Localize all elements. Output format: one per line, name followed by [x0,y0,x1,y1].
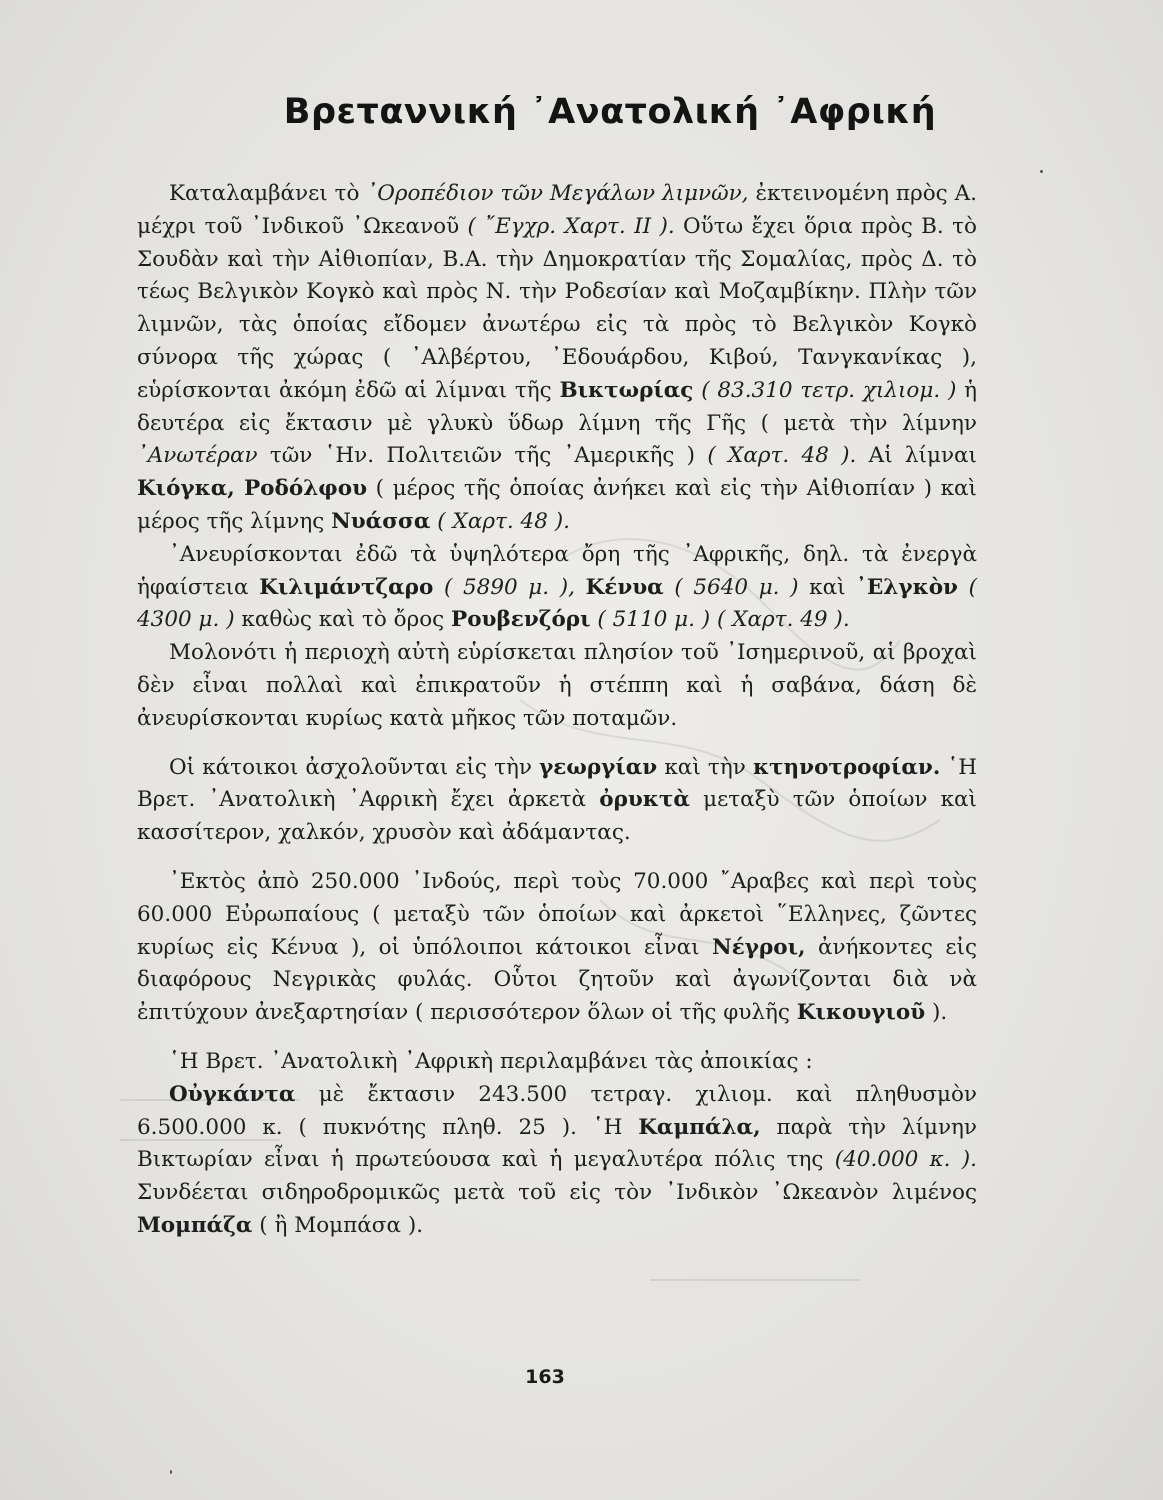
paragraph-climate [137,637,977,735]
text-run: ἡ δευτέρα εἰς ἔκτασιν μὲ γλυκὺ ὕδωρ λίμνη τῆς Γῆς ( μετὰ τὴν λίμνην [137,377,977,436]
text-run [433,575,444,600]
bold-term: ᾿Ελγκὸν [856,574,958,600]
italic-reference: (40.000 κ. ). [834,1147,977,1173]
text-run: μεταξὺ τῶν ὁποίων καὶ κασσίτερον, χαλκόν, χρυσὸν καὶ ἀδάμαντας. [137,787,977,846]
italic-reference: ( 83.310 τετρ. χιλιομ. ) [701,377,957,403]
bold-term: Κιλιμάντζαρο [259,574,434,600]
text-run: ῾Η Βρετ. ᾿Ανατολικὴ ᾿Αφρικὴ περιλαμβάνει τὰς ἀποικίας : [169,1048,813,1074]
speck-mark [1040,170,1043,173]
italic-reference: ᾿Ανωτέραν [137,443,258,469]
text-run: καθὼς καὶ τὸ ὄρος [234,607,452,633]
text-run [958,575,969,600]
text-run: Μολονότι ἡ περιοχὴ αὐτὴ εὑρίσκεται πλησίον τοῦ ᾿Ισημερινοῦ, αἱ βροχαὶ δὲν εἶναι πολλαὶ καὶ ἐπικρατοῦν ἡ στέππη καὶ ἡ σαβάνα, δάση δὲ ἀνευρίσκονται κυρίως κατὰ μῆκος τῶν ποταμῶν. [137,640,977,731]
italic-reference: ᾿Οροπέδιον τῶν Μεγάλων λιμνῶν, [366,181,749,206]
text-run: Οἱ κάτοικοι ἀσχολοῦνται εἰς τὴν [169,754,540,780]
text-run: παρὰ τὴν λίμνην Βικτωρίαν εἶναι ἡ πρωτεύουσα καὶ ἡ μεγαλυτέρα πόλις της [137,1114,977,1173]
bold-term: Βικτωρίας [559,377,694,403]
text-run: ᾿Ανευρίσκονται ἐδῶ τὰ ὑψηλότερα ὄρη τῆς ᾿Αφρικῆς, δηλ. τὰ ἐνεργὰ ἡφαίστεια [137,541,977,600]
body-text [137,178,977,1243]
paragraph-economy [137,752,977,850]
paragraph-colonies-intro [137,1046,977,1079]
bold-term: Καμπάλα, [638,1114,761,1140]
text-run: Συνδέεται σιδηροδρομικῶς μετὰ τοῦ εἰς τὸν ᾿Ινδικὸν ᾿Ωκεανὸν λιμένος [137,1180,977,1206]
bold-term: Νέγροι, [712,934,806,960]
bold-term: Ρουβενζόρι [451,607,591,633]
text-run: ῾Η Βρετ. ᾿Ανατολικὴ ᾿Αφρικὴ ἔχει ἀρκετὰ [137,754,977,813]
text-run: τῶν ῾Ην. Πολιτειῶν τῆς ᾿Αμερικῆς ) [257,443,708,469]
text-run: Αἱ λίμναι [856,443,977,469]
text-run: καὶ τὴν [657,754,753,780]
bold-term: Οὐγκάντα [169,1081,296,1107]
bold-term: Κένυα [585,574,664,600]
italic-reference: ( Χαρτ. 48 ). [707,443,857,469]
bold-term: Κιόγκα, Ροδόλφου [137,476,367,502]
italic-reference: ( 4300 μ. ) [137,574,977,633]
bold-term: Κικουγιοῦ [796,1000,926,1026]
paragraph-mountains [137,539,977,637]
bold-term: Μομπάζα [137,1212,253,1238]
bold-term: Νυάσσα [331,508,431,534]
text-run: ( μέρος τῆς ὁποίας ἀνήκει καὶ εἰς τὴν Αἰθιοπίαν ) καὶ μέρος τῆς λίμνης [137,476,977,534]
text-run: ᾿Εκτὸς ἀπὸ 250.000 ᾿Ινδούς, περὶ τοὺς 70.000 ῎Αραβες καὶ περὶ τοὺς 60.000 Εὐρωπαίους ( μεταξὺ τῶν ὁποίων καὶ ἀρκετοὶ ῞Ελληνες, ζῶντες κυρίως εἰς Κένυα ), οἱ ὑπόλοιποι κάτοικοι εἶναι [137,868,977,960]
bold-term: ὀρυκτὰ [599,787,690,813]
bold-term: γεωργίαν [539,754,658,780]
bold-term: κτηνοτροφίαν. [752,754,941,780]
italic-reference: ( 5890 μ. ), [443,574,575,600]
text-run: Οὕτω ἔχει ὅρια πρὸς Β. τὸ Σουδὰν καὶ τὴν Αἰθιοπίαν, Β.Α. τὴν Δημοκρατίαν τῆς Σομαλίας, πρὸς Δ. τὸ τέως Βελγικὸν Κογκὸ καὶ πρὸς Ν. τὴν Ροδεσίαν καὶ Μοζαμβίκην. Πλὴν τῶν λιμνῶν, τὰς ὁποίας εἴδομεν ἀνωτέρω εἰς τὰ πρὸς τὸ Βελγικὸν Κογκὸ σύνορα τῆς χώρας ( ᾿Αλβέρτου, ᾿Εδουάρδου, Κιβού, Τανγκανίκας ), εὑρίσκονται ἀκόμη ἐδῶ αἱ λίμναι τῆς [137,213,977,403]
text-run: καὶ [798,574,857,600]
text-run: Καταλαμβάνει τὸ [169,181,367,206]
text-run: ( ἢ Μομπάσα ). [252,1212,424,1238]
text-run: μὲ ἔκτασιν 243.500 τετραγ. χιλιομ. καὶ πληθυσμὸν 6.500.000 κ. ( πυκνότης πληθ. 25 ). ῾Η [137,1081,977,1140]
speck-mark [170,1470,172,1474]
paragraph-population [137,866,977,1030]
text-run [664,575,675,600]
italic-reference: ( 5110 μ. ) ( Χαρτ. 49 ). [597,607,850,633]
text-run [575,575,586,600]
page-number: 163 [525,1366,565,1388]
italic-reference: ( ῎Εγχρ. Χαρτ. ΙΙ ). [467,213,675,239]
italic-reference: ( Χαρτ. 48 ). [437,508,570,534]
text-run: ). [925,1000,948,1026]
paragraph-lakes [137,178,977,539]
page-title: Βρεταννική ᾿Ανατολική ᾿Αφρική [283,92,937,132]
text-run: ἀνήκοντες εἰς διαφόρους Νεγρικὰς φυλάς. Οὗτοι ζητοῦν καὶ ἀγωνίζονται διὰ νὰ ἐπιτύχουν ἀνεξαρτησίαν ( περισσότερον ὅλων οἱ τῆς φυλῆς [137,934,977,1026]
italic-reference: ( 5640 μ. ) [674,574,799,600]
paragraph-uganda [137,1079,977,1243]
text-run: ἐκτεινομένη πρὸς Α. μέχρι τοῦ ᾿Ινδικοῦ ᾿Ωκεανοῦ [137,181,978,239]
